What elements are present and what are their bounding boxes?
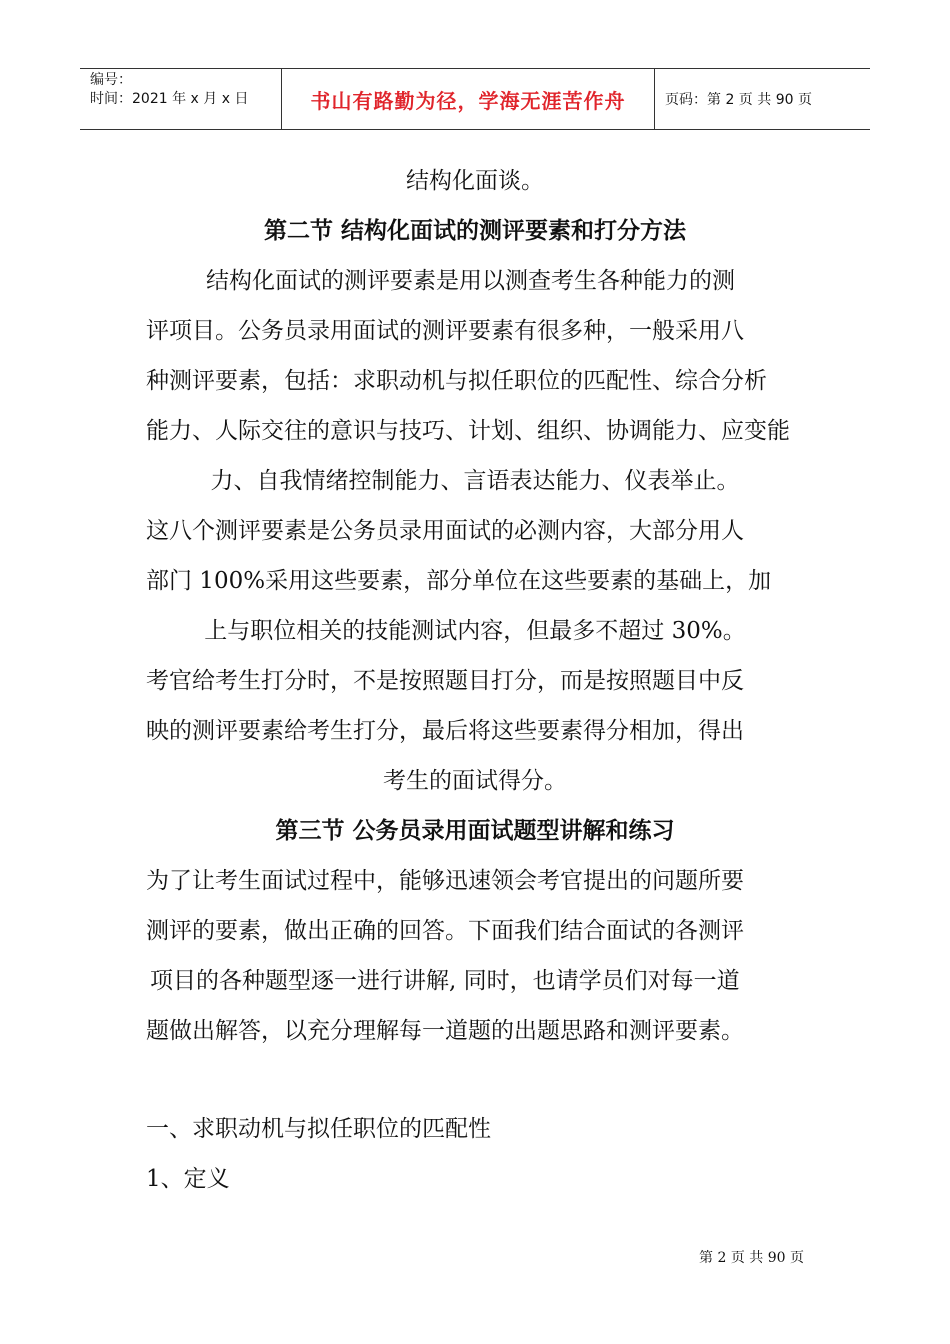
paragraph-line: 考生的面试得分。 (383, 768, 567, 794)
header-page-info: 页码：第 2 页 共 90 页 (665, 92, 812, 108)
paragraph-line: 部门 100%采用这些要素，部分单位在这些要素的基础上，加 (146, 568, 772, 594)
header-motto-cell (282, 69, 655, 129)
paragraph-line: 上与职位相关的技能测试内容，但最多不超过 30%。 (204, 618, 746, 644)
doc-time-label: 时间：2021 年 x 月 x 日 (90, 91, 249, 107)
paragraph-line: 结构化面试的测评要素是用以测查考生各种能力的测 (206, 268, 735, 294)
paragraph-line: 映的测评要素给考生打分，最后将这些要素得分相加，得出 (146, 718, 744, 744)
subsection-heading: 一、求职动机与拟任职位的匹配性 (146, 1116, 491, 1142)
header-meta (80, 69, 282, 129)
paragraph-line: 能力、人际交往的意识与技巧、计划、组织、协调能力、应变能 (146, 418, 790, 444)
paragraph-line: 评项目。公务员录用面试的测评要素有很多种，一般采用八 (146, 318, 744, 344)
paragraph-line: 为了让考生面试过程中，能够迅速领会考官提出的问题所要 (146, 868, 744, 894)
section-heading-3: 第三节 公务员录用面试题型讲解和练习 (275, 818, 675, 844)
page-header (80, 68, 870, 130)
paragraph-line: 项目的各种题型逐一进行讲解, 同时，也请学员们对每一道 (150, 968, 740, 994)
paragraph-line: 力、自我情绪控制能力、言语表达能力、仪表举止。 (210, 468, 740, 494)
subsection-item: 1、定义 (146, 1166, 230, 1192)
page-footer: 第 2 页 共 90 页 (699, 1250, 804, 1266)
continued-text: 结构化面谈。 (406, 168, 544, 194)
paragraph-line: 测评的要素，做出正确的回答。下面我们结合面试的各测评 (146, 918, 744, 944)
paragraph-line: 题做出解答，以充分理解每一道题的出题思路和测评要素。 (146, 1018, 744, 1044)
header-motto: 书山有路勤为径，学海无涯苦作舟 (310, 88, 626, 113)
paragraph-line: 这八个测评要素是公务员录用面试的必测内容，大部分用人 (146, 518, 744, 544)
section-heading-2: 第二节 结构化面试的测评要素和打分方法 (263, 218, 686, 244)
paragraph-line: 种测评要素，包括：求职动机与拟任职位的匹配性、综合分析 (146, 368, 767, 394)
doc-number-label: 编号： (90, 72, 132, 88)
paragraph-line: 考官给考生打分时，不是按照题目打分，而是按照题目中反 (146, 668, 744, 694)
